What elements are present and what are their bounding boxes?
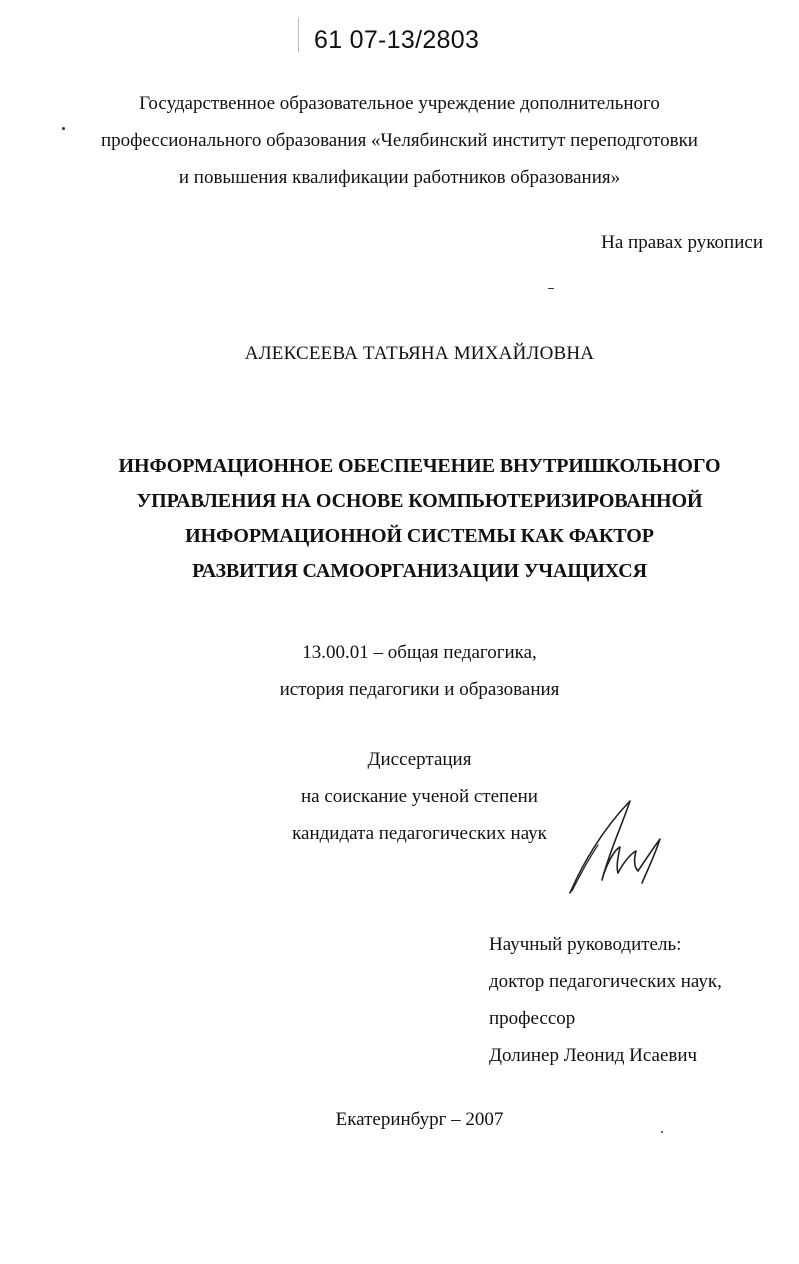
institution-line: профессионального образования «Челябинский институт переподготовки	[101, 130, 698, 151]
institution-name	[0, 85, 799, 196]
institution-line: Государственное образовательное учреждение дополнительного	[139, 93, 660, 114]
scan-speck	[62, 127, 65, 130]
title-line: УПРАВЛЕНИЯ НА ОСНОВЕ КОМПЬЮТЕРИЗИРОВАННОЙ	[136, 490, 703, 512]
handwritten-signature	[562, 795, 667, 900]
scan-speck	[548, 288, 554, 289]
specialty-line: 13.00.01 – общая педагогика,	[302, 642, 537, 663]
title-line: ИНФОРМАЦИОННОЙ СИСТЕМЫ КАК ФАКТОР	[185, 525, 654, 547]
degree-line: кандидата педагогических наук	[292, 823, 547, 844]
advisor-line: профессор	[489, 1008, 576, 1029]
stamp-rule	[298, 18, 299, 52]
archive-stamp-code: 61 07-13/2803	[314, 26, 480, 54]
city-year: Екатеринбург – 2007	[335, 1109, 504, 1130]
advisor-line: Долинер Леонид Исаевич	[489, 1045, 698, 1066]
scan-speck	[661, 1131, 663, 1133]
title-line: РАЗВИТИЯ САМООРГАНИЗАЦИИ УЧАЩИХСЯ	[192, 560, 647, 582]
dissertation-title	[0, 449, 799, 589]
author-name: АЛЕКСЕЕВА ТАТЬЯНА МИХАЙЛОВНА	[244, 343, 595, 364]
degree-statement	[0, 741, 799, 852]
degree-line: Диссертация	[367, 749, 472, 770]
advisor-line: Научный руководитель:	[489, 934, 682, 955]
specialty-line: история педагогики и образования	[279, 679, 560, 700]
specialty-code	[0, 634, 799, 708]
scientific-advisor	[489, 926, 722, 1074]
advisor-line: доктор педагогических наук,	[489, 971, 722, 992]
title-line: ИНФОРМАЦИОННОЕ ОБЕСПЕЧЕНИЕ ВНУТРИШКОЛЬНОГО	[118, 455, 721, 477]
degree-line: на соискание ученой степени	[301, 786, 538, 807]
manuscript-rights-note: На правах рукописи	[601, 232, 763, 253]
institution-line: и повышения квалификации работников образования»	[178, 167, 621, 188]
